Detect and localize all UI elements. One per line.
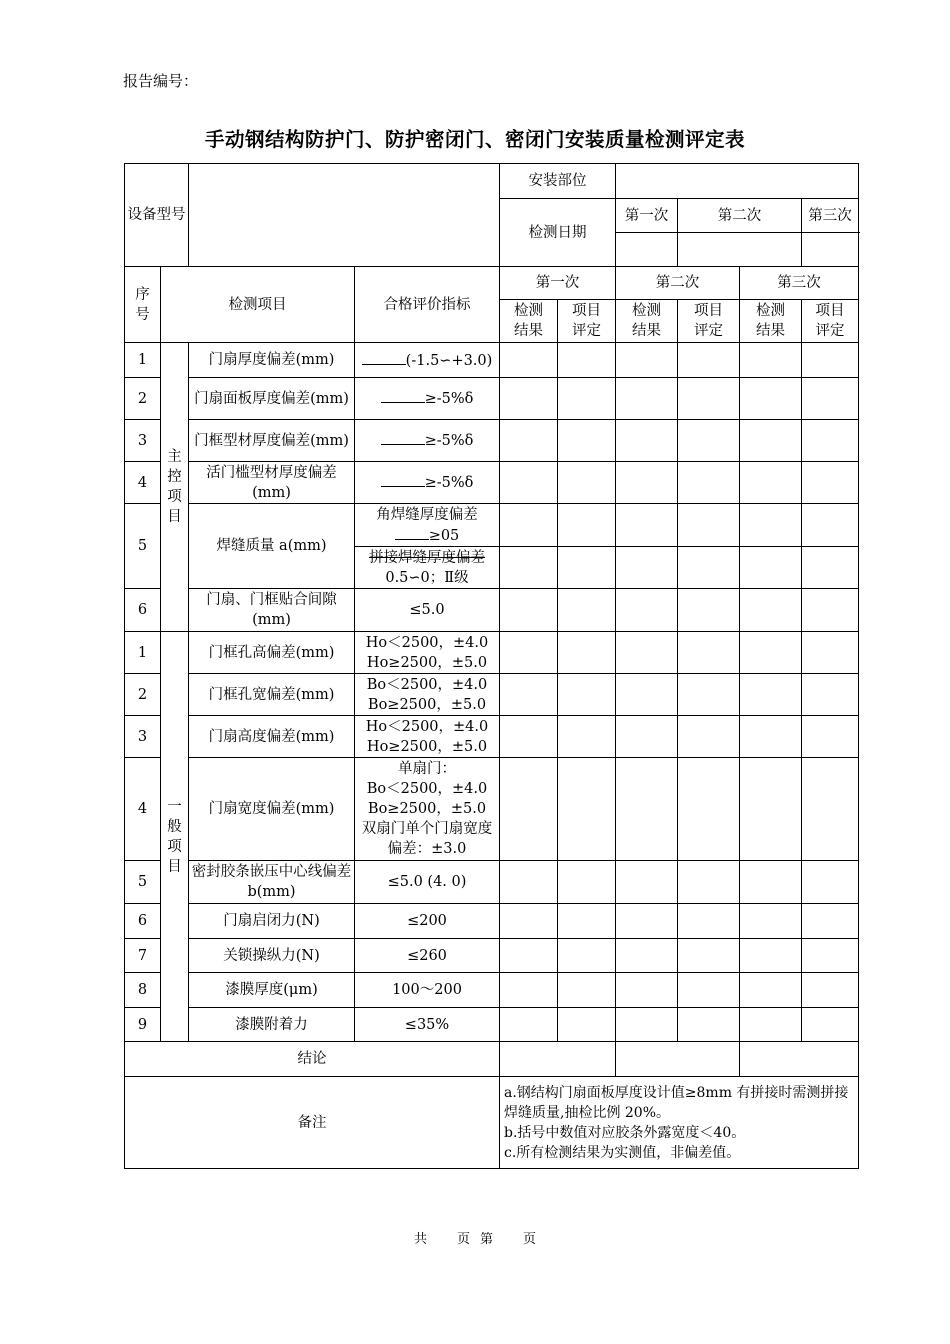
table-row: 4 活门槛型材厚度偏差(mm) ≥-5%δ <box>125 462 859 504</box>
second-time-label: 第二次 <box>678 199 802 233</box>
remark-label: 备注 <box>125 1077 500 1169</box>
result-header-1: 检测 结果 <box>500 300 558 343</box>
conclusion-row <box>125 1042 859 1077</box>
result-header-2: 检测 结果 <box>616 300 678 343</box>
table-row: 拼接焊缝厚度偏差 0.5∽0；Ⅱ级 <box>125 547 859 589</box>
table-row: 3 门扇高度偏差(mm) Ho＜2500，±4.0 Ho≥2500，±5.0 <box>125 716 859 758</box>
seq-header: 序 号 <box>125 267 161 343</box>
conclusion-second[interactable] <box>616 1042 740 1077</box>
result-header-3: 检测 结果 <box>740 300 802 343</box>
remark-text: a.钢结构门扇面板厚度设计值≥8mm 有拼接时需测拼接焊缝质量,抽检比例 20%。 b.括号中数值对应胶条外露宽度＜40。 c.所有检测结果为实测值，非偏差值。 <box>500 1077 859 1169</box>
inspection-table <box>124 163 859 1169</box>
eval-header-3: 项目 评定 <box>802 300 859 343</box>
first-date-value[interactable] <box>616 233 678 267</box>
third-time-label: 第三次 <box>802 199 859 233</box>
first-time-label: 第一次 <box>616 199 678 233</box>
conclusion-first[interactable] <box>500 1042 616 1077</box>
eval-header-2: 项目 评定 <box>678 300 740 343</box>
first-header: 第一次 <box>500 267 616 300</box>
report-number-label: 报告编号： <box>123 72 199 90</box>
conclusion-third[interactable] <box>740 1042 859 1077</box>
main-group-label: 主 控 项 目 <box>161 343 189 632</box>
table-row: 7 关锁操纵力(N) ≤260 <box>125 939 859 973</box>
column-header-row-1 <box>125 267 859 300</box>
table-row: 5 密封胶条嵌压中心线偏差 b(mm) ≤5.0 (4. 0) <box>125 861 859 904</box>
second-header: 第二次 <box>616 267 740 300</box>
document-title: 手动钢结构防护门、防护密闭门、密闭门安装质量检测评定表 <box>204 128 745 151</box>
table-row: 2 门框孔宽偏差(mm) Bo＜2500，±4.0 Bo≥2500，±5.0 <box>125 674 859 716</box>
table-row: 2 门扇面板厚度偏差(mm) ≥-5%δ <box>125 378 859 420</box>
table-row: 6 门扇、门框贴合间隙(mm) ≤5.0 <box>125 589 859 632</box>
item-header: 检测项目 <box>161 267 355 343</box>
inspect-date-label: 检测日期 <box>500 199 616 267</box>
remarks-row <box>125 1077 859 1169</box>
third-header: 第三次 <box>740 267 859 300</box>
install-location-value[interactable] <box>616 164 859 199</box>
table-row: 4 门扇宽度偏差(mm) 单扇门： Bo＜2500，±4.0 Bo≥2500，±5.0 双扇门单个门扇宽度偏差：±3.0 <box>125 758 859 861</box>
header-row-location <box>125 164 859 199</box>
table-row: 8 漆膜厚度(μm) 100～200 <box>125 973 859 1008</box>
eval-header-1: 项目 评定 <box>558 300 616 343</box>
table-row: 1 主 控 项 目 门扇厚度偏差(mm) (-1.5∽+3.0) <box>125 343 859 378</box>
table-row: 1 一 般 项 目 门框孔高偏差(mm) Ho＜2500，±4.0 Ho≥2500，±5.0 <box>125 632 859 674</box>
table-row: 5 焊缝质量 a(mm) 角焊缝厚度偏差 ≥05 <box>125 504 859 547</box>
second-date-value[interactable] <box>678 233 802 267</box>
conclusion-label: 结论 <box>125 1042 500 1077</box>
general-group-label: 一 般 项 目 <box>161 632 189 1042</box>
install-location-label: 安装部位 <box>500 164 616 199</box>
criteria-header: 合格评价指标 <box>355 267 500 343</box>
table-row: 9 漆膜附着力 ≤35% <box>125 1008 859 1042</box>
table-row: 6 门扇启闭力(N) ≤200 <box>125 904 859 939</box>
device-model-value[interactable] <box>189 164 500 267</box>
third-date-value[interactable] <box>802 233 859 267</box>
device-model-label: 设备型号 <box>125 164 189 267</box>
table-row: 3 门框型材厚度偏差(mm) ≥-5%δ <box>125 420 859 462</box>
page-footer: 共 页 第 页 <box>413 1232 537 1247</box>
